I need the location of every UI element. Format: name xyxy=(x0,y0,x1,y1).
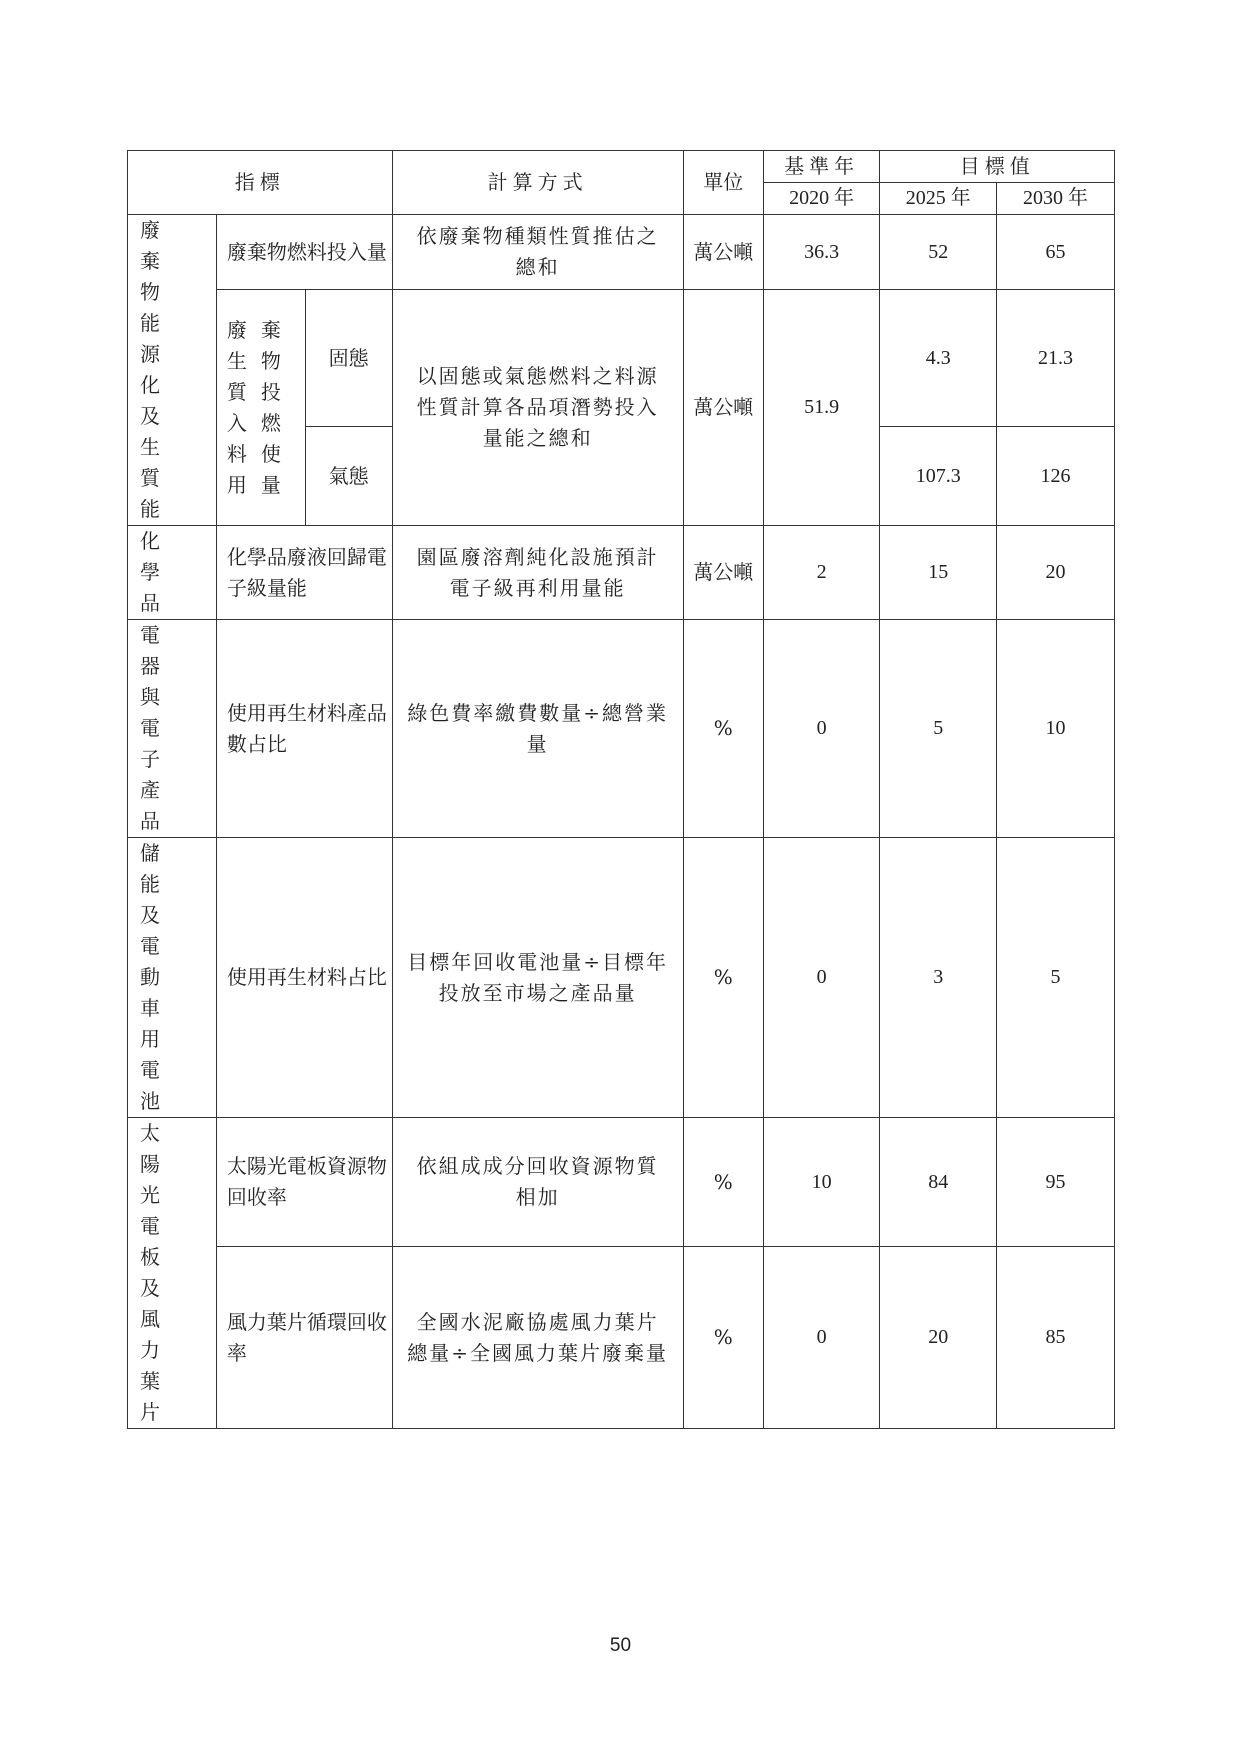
unit-solar: % xyxy=(683,1118,763,1247)
category-batteries: 儲能及電動車用電池 xyxy=(128,838,217,1118)
t2025-chemicals: 15 xyxy=(880,526,997,620)
method-electronics: 綠色費率繳費數量÷總營業量 xyxy=(392,620,683,838)
table-row xyxy=(128,526,1115,620)
table-row xyxy=(128,290,1115,427)
base-chemicals: 2 xyxy=(763,526,880,620)
indicator-waste-fuel: 廢棄物燃料投入量 xyxy=(216,215,392,290)
header-year-2020: 2020 年 xyxy=(763,183,880,215)
indicator-solar: 太陽光電板資源物回收率 xyxy=(216,1118,392,1247)
biomass-solid-label: 固態 xyxy=(305,290,392,427)
table-row xyxy=(128,1118,1115,1247)
header-unit: 單位 xyxy=(683,151,763,215)
indicator-electronics: 使用再生材料產品數占比 xyxy=(216,620,392,838)
t2030-waste-fuel: 65 xyxy=(997,215,1115,290)
category-solar-wind: 太陽光電板及風力葉片 xyxy=(128,1118,217,1429)
table-row xyxy=(128,1247,1115,1429)
header-year-2030: 2030 年 xyxy=(997,183,1115,215)
unit-waste-fuel: 萬公噸 xyxy=(683,215,763,290)
category-chemicals: 化學品 xyxy=(128,526,217,620)
t2025-wind: 20 xyxy=(880,1247,997,1429)
category-waste-energy: 廢棄物能源化及生質能 xyxy=(128,215,217,526)
base-wind: 0 xyxy=(763,1247,880,1429)
header-indicator: 指標 xyxy=(128,151,393,215)
t2030-biomass-gas: 126 xyxy=(997,427,1115,526)
unit-electronics: % xyxy=(683,620,763,838)
indicator-table xyxy=(127,150,1115,1429)
header-base-year: 基準年 xyxy=(763,151,880,183)
indicator-batteries: 使用再生材料占比 xyxy=(216,838,392,1118)
method-wind: 全國水泥廠協處風力葉片總量÷全國風力葉片廢棄量 xyxy=(392,1247,683,1429)
header-method: 計算方式 xyxy=(392,151,683,215)
indicator-chemicals: 化學品廢液回歸電子級量能 xyxy=(216,526,392,620)
base-solar: 10 xyxy=(763,1118,880,1247)
biomass-gas-label: 氣態 xyxy=(305,427,392,526)
indicator-wind: 風力葉片循環回收率 xyxy=(216,1247,392,1429)
t2030-chemicals: 20 xyxy=(997,526,1115,620)
base-biomass: 51.9 xyxy=(763,290,880,526)
t2030-batteries: 5 xyxy=(997,838,1115,1118)
unit-wind: % xyxy=(683,1247,763,1429)
category-electronics: 電器與電子產品 xyxy=(128,620,217,838)
unit-biomass: 萬公噸 xyxy=(683,290,763,526)
base-batteries: 0 xyxy=(763,838,880,1118)
t2025-biomass-solid: 4.3 xyxy=(880,290,997,427)
base-electronics: 0 xyxy=(763,620,880,838)
header-target: 目標值 xyxy=(880,151,1115,183)
t2030-electronics: 10 xyxy=(997,620,1115,838)
header-year-2025: 2025 年 xyxy=(880,183,997,215)
t2030-biomass-solid: 21.3 xyxy=(997,290,1115,427)
method-solar: 依組成成分回收資源物質相加 xyxy=(392,1118,683,1247)
t2025-batteries: 3 xyxy=(880,838,997,1118)
table-row xyxy=(128,838,1115,1118)
method-batteries: 目標年回收電池量÷目標年投放至市場之產品量 xyxy=(392,838,683,1118)
method-chemicals: 園區廢溶劑純化設施預計電子級再利用量能 xyxy=(392,526,683,620)
table-row xyxy=(128,620,1115,838)
unit-batteries: % xyxy=(683,838,763,1118)
t2030-solar: 95 xyxy=(997,1118,1115,1247)
t2025-electronics: 5 xyxy=(880,620,997,838)
indicator-biomass: 廢棄生物質投入燃料使用量 xyxy=(216,290,305,526)
table-row xyxy=(128,215,1115,290)
method-biomass: 以固態或氣態燃料之料源性質計算各品項潛勢投入量能之總和 xyxy=(392,290,683,526)
page-number: 50 xyxy=(609,1635,632,1656)
t2025-waste-fuel: 52 xyxy=(880,215,997,290)
t2025-solar: 84 xyxy=(880,1118,997,1247)
method-waste-fuel: 依廢棄物種類性質推估之總和 xyxy=(392,215,683,290)
unit-chemicals: 萬公噸 xyxy=(683,526,763,620)
t2030-wind: 85 xyxy=(997,1247,1115,1429)
base-waste-fuel: 36.3 xyxy=(763,215,880,290)
t2025-biomass-gas: 107.3 xyxy=(880,427,997,526)
